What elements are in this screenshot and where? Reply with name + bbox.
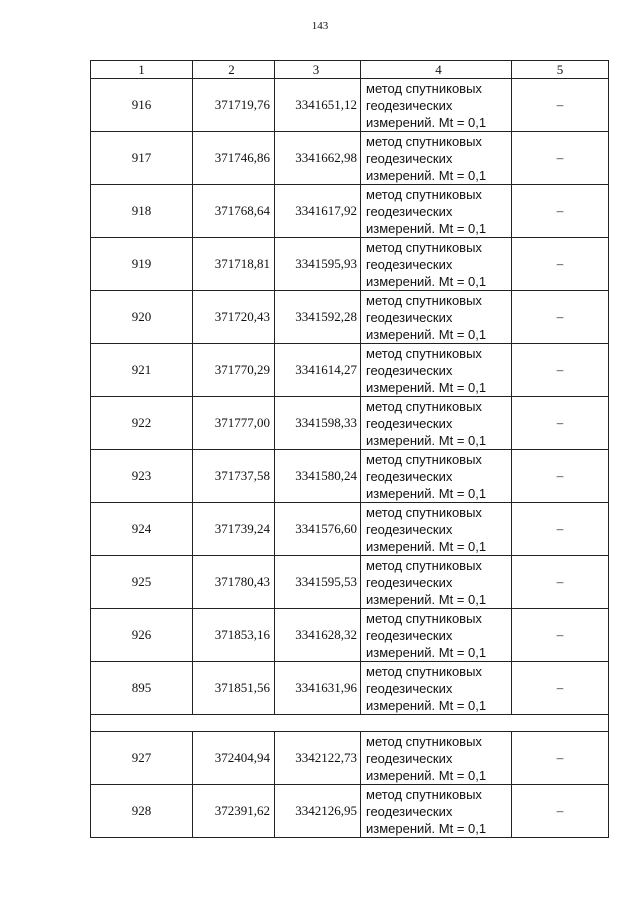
method-line: метод спутниковых [366, 345, 482, 361]
method-line: метод спутниковых [366, 239, 482, 255]
point-number-cell: 925 [91, 556, 193, 609]
y-coordinate-cell: 3341651,12 [275, 79, 361, 132]
separator-row [91, 715, 609, 732]
y-coordinate-cell: 3341614,27 [275, 344, 361, 397]
y-coordinate-cell: 3341617,92 [275, 185, 361, 238]
x-coordinate-cell: 371770,29 [193, 344, 275, 397]
method-line: измерений. Mt = 0,1 [366, 767, 487, 783]
method-line: измерений. Mt = 0,1 [366, 644, 487, 660]
method-line: измерений. Mt = 0,1 [366, 538, 487, 554]
method-line: геодезических [366, 803, 453, 819]
y-coordinate-cell: 3341595,93 [275, 238, 361, 291]
table-row [91, 238, 609, 291]
point-number-cell: 927 [91, 732, 193, 785]
method-line: метод спутниковых [366, 504, 482, 520]
table-row [91, 503, 609, 556]
method-line: измерений. Mt = 0,1 [366, 379, 487, 395]
description-cell: – [512, 132, 609, 185]
method-line: метод спутниковых [366, 610, 482, 626]
table-row [91, 344, 609, 397]
point-number-cell: 923 [91, 450, 193, 503]
table-row [91, 132, 609, 185]
page-number: 143 [311, 20, 329, 32]
method-line: геодезических [366, 150, 453, 166]
point-number-cell: 916 [91, 79, 193, 132]
method-line: метод спутниковых [366, 733, 482, 749]
y-coordinate-cell: 3341576,60 [275, 503, 361, 556]
method-line: геодезических [366, 97, 453, 113]
column-header-2: 2 [193, 61, 275, 79]
method-line: метод спутниковых [366, 557, 482, 573]
method-line: измерений. Mt = 0,1 [366, 326, 487, 342]
point-number-cell: 928 [91, 785, 193, 838]
description-cell: – [512, 397, 609, 450]
method-cell [361, 662, 512, 715]
method-line: геодезических [366, 680, 453, 696]
description-cell: – [512, 785, 609, 838]
method-cell [361, 185, 512, 238]
table-row [91, 662, 609, 715]
description-cell: – [512, 79, 609, 132]
method-line: геодезических [366, 256, 453, 272]
method-line: измерений. Mt = 0,1 [366, 167, 487, 183]
method-line: геодезических [366, 627, 453, 643]
column-header-5: 5 [512, 61, 609, 79]
point-number-cell: 918 [91, 185, 193, 238]
column-header-1: 1 [91, 61, 193, 79]
method-cell [361, 397, 512, 450]
description-cell: – [512, 450, 609, 503]
table-row [91, 450, 609, 503]
method-line: метод спутниковых [366, 133, 482, 149]
table-row [91, 556, 609, 609]
method-line: измерений. Mt = 0,1 [366, 591, 487, 607]
coordinates-table [90, 60, 609, 838]
y-coordinate-cell: 3341580,24 [275, 450, 361, 503]
table-row [91, 185, 609, 238]
x-coordinate-cell: 371851,56 [193, 662, 275, 715]
x-coordinate-cell: 372391,62 [193, 785, 275, 838]
x-coordinate-cell: 371719,76 [193, 79, 275, 132]
description-cell: – [512, 556, 609, 609]
method-line: метод спутниковых [366, 663, 482, 679]
y-coordinate-cell: 3341592,28 [275, 291, 361, 344]
method-line: метод спутниковых [366, 292, 482, 308]
method-line: метод спутниковых [366, 398, 482, 414]
method-line: геодезических [366, 750, 453, 766]
description-cell: – [512, 291, 609, 344]
method-cell [361, 556, 512, 609]
point-number-cell: 895 [91, 662, 193, 715]
point-number-cell: 920 [91, 291, 193, 344]
y-coordinate-cell: 3341662,98 [275, 132, 361, 185]
x-coordinate-cell: 371746,86 [193, 132, 275, 185]
x-coordinate-cell: 372404,94 [193, 732, 275, 785]
method-cell [361, 732, 512, 785]
x-coordinate-cell: 371720,43 [193, 291, 275, 344]
y-coordinate-cell: 3341598,33 [275, 397, 361, 450]
point-number-cell: 926 [91, 609, 193, 662]
y-coordinate-cell: 3342122,73 [275, 732, 361, 785]
x-coordinate-cell: 371718,81 [193, 238, 275, 291]
method-line: измерений. Mt = 0,1 [366, 820, 487, 836]
x-coordinate-cell: 371737,58 [193, 450, 275, 503]
method-line: измерений. Mt = 0,1 [366, 220, 487, 236]
method-cell [361, 79, 512, 132]
method-line: геодезических [366, 521, 453, 537]
description-cell: – [512, 238, 609, 291]
method-cell [361, 238, 512, 291]
point-number-cell: 921 [91, 344, 193, 397]
method-line: метод спутниковых [366, 451, 482, 467]
table-row [91, 79, 609, 132]
table-row [91, 732, 609, 785]
method-line: метод спутниковых [366, 80, 482, 96]
method-cell [361, 450, 512, 503]
description-cell: – [512, 662, 609, 715]
point-number-cell: 917 [91, 132, 193, 185]
description-cell: – [512, 344, 609, 397]
method-cell [361, 503, 512, 556]
x-coordinate-cell: 371768,64 [193, 185, 275, 238]
method-line: геодезических [366, 574, 453, 590]
x-coordinate-cell: 371780,43 [193, 556, 275, 609]
method-cell [361, 291, 512, 344]
method-line: геодезических [366, 309, 453, 325]
method-line: измерений. Mt = 0,1 [366, 485, 487, 501]
method-cell [361, 132, 512, 185]
method-line: геодезических [366, 468, 453, 484]
point-number-cell: 924 [91, 503, 193, 556]
x-coordinate-cell: 371739,24 [193, 503, 275, 556]
method-cell [361, 344, 512, 397]
column-header-4: 4 [361, 61, 512, 79]
description-cell: – [512, 185, 609, 238]
method-line: измерений. Mt = 0,1 [366, 697, 487, 713]
point-number-cell: 922 [91, 397, 193, 450]
separator-cell [91, 715, 609, 732]
method-line: метод спутниковых [366, 786, 482, 802]
method-line: геодезических [366, 203, 453, 219]
method-line: метод спутниковых [366, 186, 482, 202]
description-cell: – [512, 503, 609, 556]
method-cell [361, 609, 512, 662]
method-line: геодезических [366, 415, 453, 431]
header-row [91, 61, 609, 79]
column-header-3: 3 [275, 61, 361, 79]
method-line: геодезических [366, 362, 453, 378]
table-row [91, 397, 609, 450]
method-line: измерений. Mt = 0,1 [366, 432, 487, 448]
y-coordinate-cell: 3341595,53 [275, 556, 361, 609]
table-row [91, 785, 609, 838]
method-line: измерений. Mt = 0,1 [366, 114, 487, 130]
x-coordinate-cell: 371853,16 [193, 609, 275, 662]
method-line: измерений. Mt = 0,1 [366, 273, 487, 289]
description-cell: – [512, 609, 609, 662]
table-row [91, 291, 609, 344]
description-cell: – [512, 732, 609, 785]
y-coordinate-cell: 3341631,96 [275, 662, 361, 715]
coordinates-table-body [91, 61, 609, 838]
y-coordinate-cell: 3341628,32 [275, 609, 361, 662]
table-row [91, 609, 609, 662]
method-cell [361, 785, 512, 838]
point-number-cell: 919 [91, 238, 193, 291]
x-coordinate-cell: 371777,00 [193, 397, 275, 450]
y-coordinate-cell: 3342126,95 [275, 785, 361, 838]
